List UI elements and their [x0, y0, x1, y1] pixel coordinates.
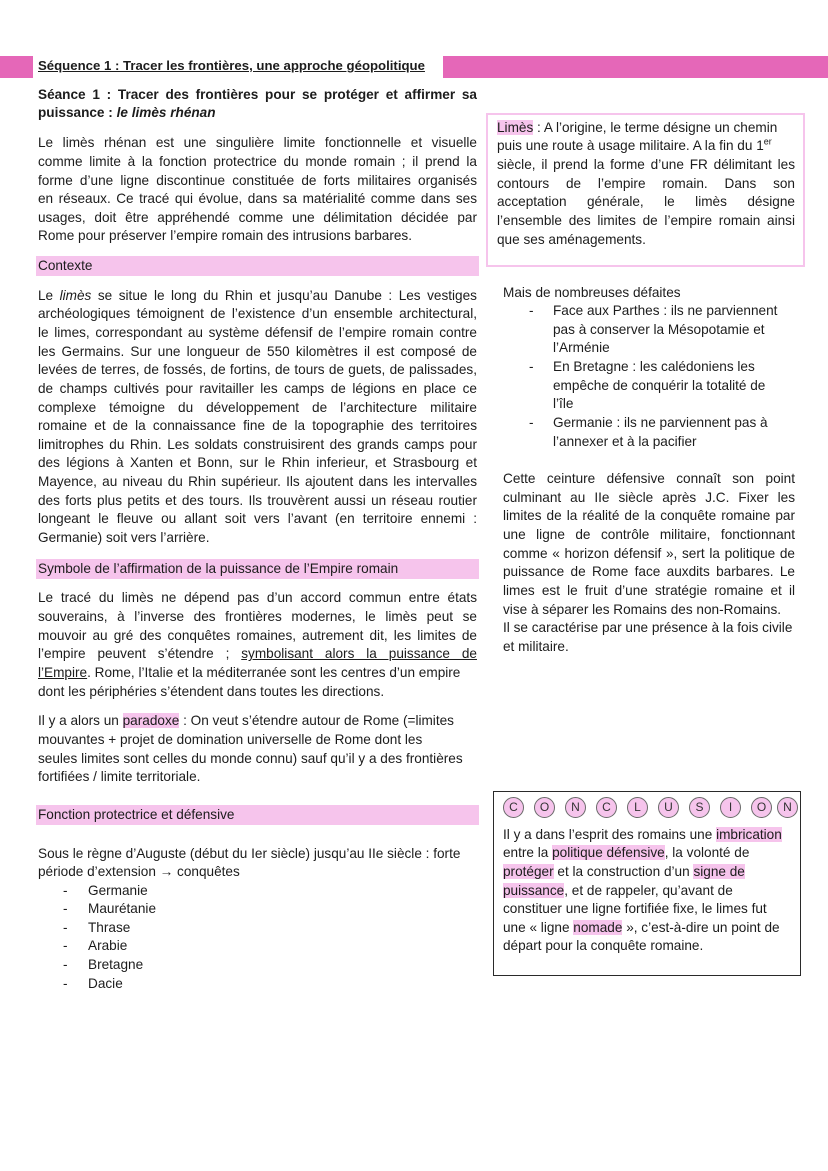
defaites-intro: Mais de nombreuses défaites [503, 285, 681, 300]
conclusion-letter: O [751, 797, 772, 818]
fonction-heading: Fonction protectrice et défensive [38, 807, 235, 822]
seance-title-line1: Séance 1 : Tracer des frontières pour se protéger et affirmer sa [38, 87, 477, 102]
seance-title-line2: puissance : le limès rhénan [38, 105, 216, 120]
conclusion-letter: I [720, 797, 741, 818]
conclusion-letter: L [627, 797, 648, 818]
conclusion-letter: S [689, 797, 710, 818]
symbole-heading: Symbole de l’affirmation de la puissance de l’Empire romain [38, 561, 399, 576]
definition-term: Limès [497, 120, 534, 135]
conclusion-letter: C [596, 797, 617, 818]
sequence-title: Séquence 1 : Tracer les frontières, une approche géopolitique [38, 58, 425, 73]
contexte-heading: Contexte [38, 258, 93, 273]
contexte-bar [36, 256, 479, 276]
conclusion-letter: N [565, 797, 586, 818]
conclusion-letter: C [503, 797, 524, 818]
header-left-bar [0, 56, 33, 78]
conclusion-letter: O [534, 797, 555, 818]
conclusion-letter: N [777, 797, 798, 818]
header-right-bar [443, 56, 828, 78]
conclusion-letter: U [658, 797, 679, 818]
